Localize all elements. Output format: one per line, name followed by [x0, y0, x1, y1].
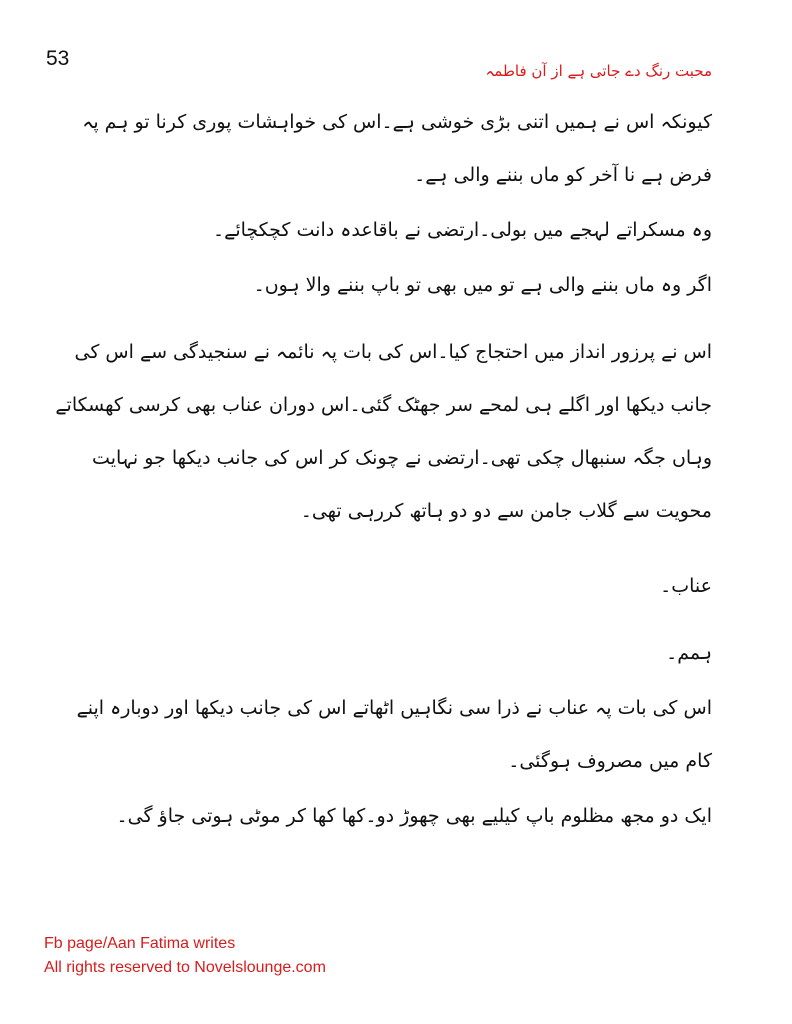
- footer-rights: All rights reserved to Novelslounge.com: [44, 959, 326, 976]
- footer-fb-page: Fb page/Aan Fatima writes: [44, 935, 236, 952]
- page-number: 53: [46, 47, 70, 70]
- running-header: محبت رنگ دے جاتی ہے از آن فاطمہ: [485, 62, 712, 80]
- paragraph-5: عناب۔: [660, 575, 712, 597]
- paragraph-3: اگر وہ ماں بننے والی ہے تو میں بھی تو باپ بننے والا ہوں۔: [253, 274, 712, 296]
- paragraph-4: اس نے پرزور انداز میں احتجاج کیا۔اس کی بات پہ نائمہ نے سنجیدگی سے اس کی جانب دیکھا اور اگلے ہی لمحے سر جھٹک گئی۔اس دوران عناب بھی کرسی کھسکاتے وہاں جگہ سنبھال چکی تھی۔ارتضی نے چونک کر اس کی جانب دیکھا جو نہایت محویت سے گلاب جامن سے دو دو ہاتھ کررہی تھی۔: [55, 341, 712, 522]
- body-text: [50, 96, 712, 843]
- paragraph-6: ہمم۔: [666, 642, 712, 664]
- footer: [44, 932, 326, 980]
- paragraph-8: ایک دو مجھ مظلوم باپ کیلیے بھی چھوڑ دو۔کھا کھا کر موٹی ہوتی جاؤ گی۔: [116, 805, 712, 827]
- paragraph-2: وہ مسکراتے لہجے میں بولی۔ارتضی نے باقاعدہ دانت کچکچائے۔: [213, 219, 712, 241]
- paragraph-1: کیونکہ اس نے ہمیں اتنی بڑی خوشی ہے۔اس کی خواہشات پوری کرنا تو ہم پہ فرض ہے نا آخر کو ماں بننے والی ہے۔: [82, 111, 712, 186]
- paragraph-7: اس کی بات پہ عناب نے ذرا سی نگاہیں اٹھاتے اس کی جانب دیکھا اور دوبارہ اپنے کام میں مصروف ہوگئی۔: [76, 697, 712, 772]
